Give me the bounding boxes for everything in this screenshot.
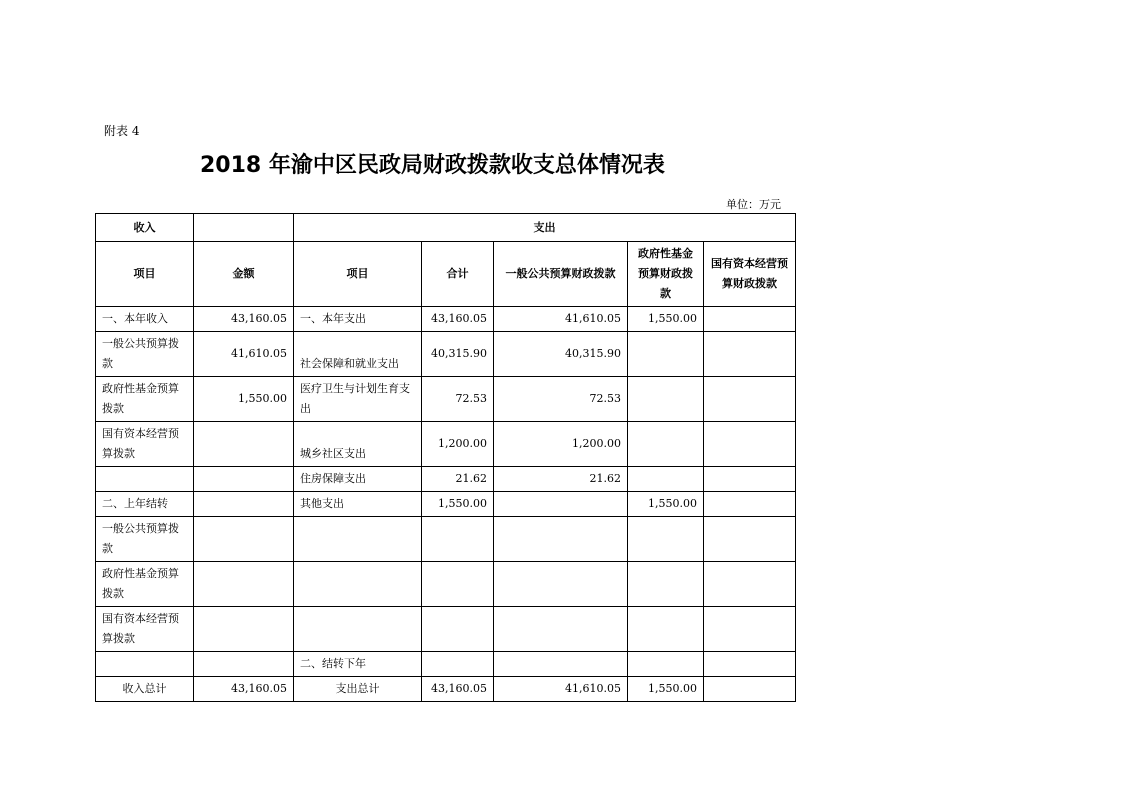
expense-general: 72.53 [494, 377, 628, 422]
table-row [96, 652, 796, 677]
expense-fund [628, 422, 704, 467]
expense-total: 72.53 [422, 377, 494, 422]
income-amount: 41,610.05 [194, 332, 294, 377]
table-row [96, 307, 796, 332]
expense-item: 城乡社区支出 [294, 422, 422, 467]
expense-state [704, 377, 796, 422]
header-income: 收入 [96, 214, 194, 242]
header-general: 一般公共预算财政拨款 [494, 242, 628, 307]
income-item: 二、上年结转 [96, 492, 194, 517]
expense-total: 40,315.90 [422, 332, 494, 377]
expense-total: 1,200.00 [422, 422, 494, 467]
expense-fund [628, 377, 704, 422]
table-row [96, 607, 796, 652]
income-amount: 43,160.05 [194, 307, 294, 332]
table-row [96, 562, 796, 607]
expense-general [494, 652, 628, 677]
header-state: 国有资本经营预算财政拨款 [704, 242, 796, 307]
expense-state [704, 307, 796, 332]
unit-label: 单位：万元 [726, 198, 781, 211]
expense-state [704, 562, 796, 607]
expense-fund: 1,550.00 [628, 677, 704, 702]
expense-state [704, 422, 796, 467]
header-row-2 [96, 242, 796, 307]
expense-total: 1,550.00 [422, 492, 494, 517]
income-amount [194, 467, 294, 492]
income-item: 一、本年收入 [96, 307, 194, 332]
expense-state [704, 607, 796, 652]
expense-item: 住房保障支出 [294, 467, 422, 492]
expense-item: 一、本年支出 [294, 307, 422, 332]
income-item: 一般公共预算拨款 [96, 332, 194, 377]
expense-total: 43,160.05 [422, 677, 494, 702]
header-expense: 支出 [294, 214, 796, 242]
expense-item: 医疗卫生与计划生育支出 [294, 377, 422, 422]
expense-total [422, 607, 494, 652]
table-row [96, 517, 796, 562]
expense-state [704, 517, 796, 562]
expense-total [422, 562, 494, 607]
expense-item: 社会保障和就业支出 [294, 332, 422, 377]
income-item: 国有资本经营预算拨款 [96, 607, 194, 652]
expense-total [422, 517, 494, 562]
income-amount: 1,550.00 [194, 377, 294, 422]
income-amount [194, 492, 294, 517]
table-row [96, 492, 796, 517]
header-amount: 金额 [194, 242, 294, 307]
expense-fund [628, 517, 704, 562]
expense-state [704, 332, 796, 377]
header-row-1 [96, 214, 796, 242]
header-blank [194, 214, 294, 242]
expense-state [704, 652, 796, 677]
expense-state [704, 492, 796, 517]
page-title: 2018 年渝中区民政局财政拨款收支总体情况表 [200, 153, 665, 178]
total-row [96, 677, 796, 702]
income-amount [194, 652, 294, 677]
expense-fund [628, 562, 704, 607]
header-fund: 政府性基金预算财政拨款 [628, 242, 704, 307]
expense-item: 其他支出 [294, 492, 422, 517]
header-item2: 项目 [294, 242, 422, 307]
table-row [96, 332, 796, 377]
expense-general: 41,610.05 [494, 677, 628, 702]
expense-fund: 1,550.00 [628, 492, 704, 517]
income-amount [194, 607, 294, 652]
expense-fund [628, 467, 704, 492]
income-item: 一般公共预算拨款 [96, 517, 194, 562]
expense-total-label: 支出总计 [294, 677, 422, 702]
expense-general [494, 607, 628, 652]
expense-item [294, 562, 422, 607]
income-item: 政府性基金预算拨款 [96, 562, 194, 607]
income-amount [194, 562, 294, 607]
expense-total: 21.62 [422, 467, 494, 492]
expense-general: 21.62 [494, 467, 628, 492]
income-total-amount: 43,160.05 [194, 677, 294, 702]
expense-item [294, 607, 422, 652]
expense-general [494, 562, 628, 607]
expense-general: 1,200.00 [494, 422, 628, 467]
expense-general [494, 517, 628, 562]
table-row [96, 422, 796, 467]
expense-total [422, 652, 494, 677]
expense-item: 二、结转下年 [294, 652, 422, 677]
income-item: 国有资本经营预算拨款 [96, 422, 194, 467]
header-item: 项目 [96, 242, 194, 307]
income-item: 政府性基金预算拨款 [96, 377, 194, 422]
income-total-label: 收入总计 [96, 677, 194, 702]
expense-fund [628, 332, 704, 377]
income-amount [194, 517, 294, 562]
expense-fund [628, 652, 704, 677]
income-item [96, 467, 194, 492]
expense-state [704, 677, 796, 702]
expense-general [494, 492, 628, 517]
income-item [96, 652, 194, 677]
expense-general: 41,610.05 [494, 307, 628, 332]
header-total: 合计 [422, 242, 494, 307]
expense-total: 43,160.05 [422, 307, 494, 332]
expense-fund: 1,550.00 [628, 307, 704, 332]
expense-item [294, 517, 422, 562]
expense-state [704, 467, 796, 492]
income-amount [194, 422, 294, 467]
table-row [96, 467, 796, 492]
attachment-label: 附表 4 [104, 124, 140, 138]
table-row [96, 377, 796, 422]
budget-table [95, 213, 796, 702]
expense-general: 40,315.90 [494, 332, 628, 377]
expense-fund [628, 607, 704, 652]
